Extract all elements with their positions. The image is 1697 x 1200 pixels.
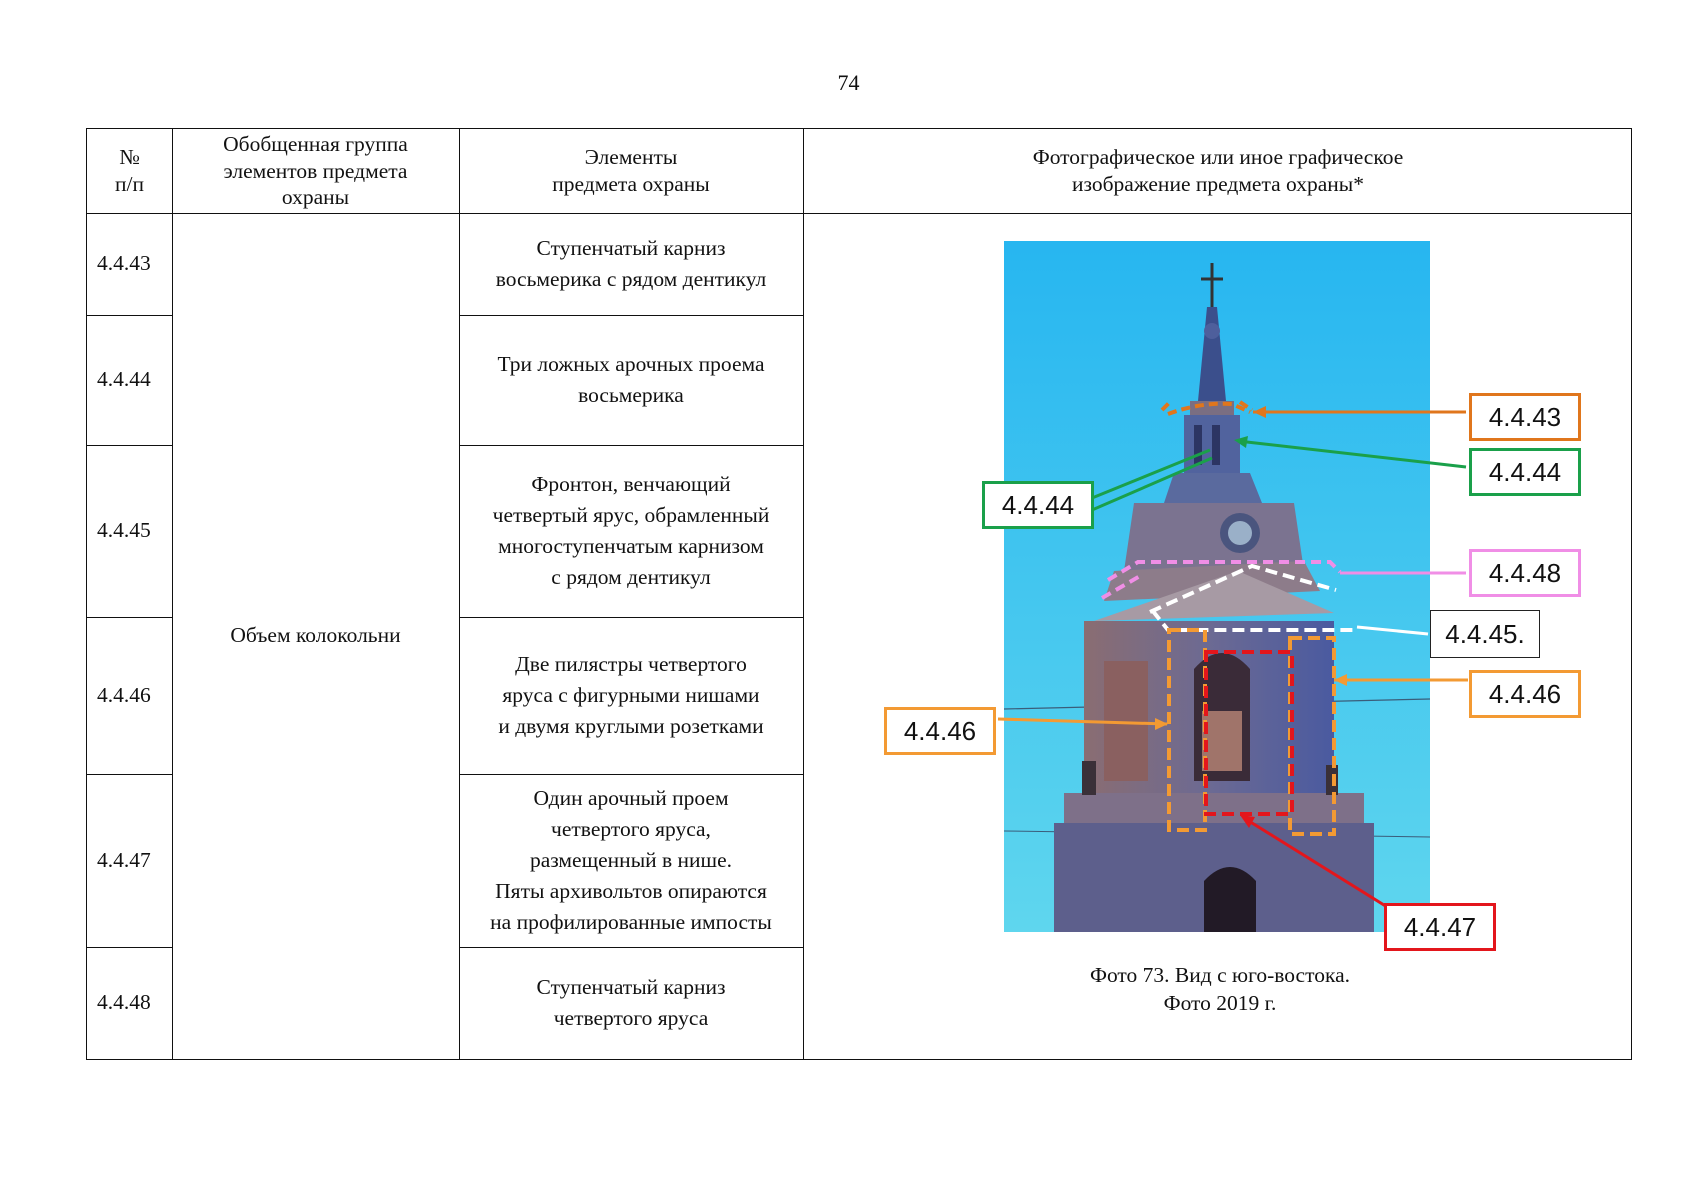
callout-4.4.44-left: 4.4.44 xyxy=(982,481,1094,529)
element-description: Две пилястры четвертого яруса с фигурными нишами и двумя круглыми розетками xyxy=(498,651,764,739)
header-elements: Элементы предмета охраны xyxy=(552,145,710,196)
row-number: 4.4.46 xyxy=(97,682,151,707)
page-number: 74 xyxy=(837,70,860,95)
callout-4.4.46-right: 4.4.46 xyxy=(1469,670,1581,718)
callout-4.4.45: 4.4.45. xyxy=(1430,610,1540,658)
col-divider xyxy=(803,129,804,1059)
element-description: Один арочный проем четвертого яруса, размещенный в нише. Пяты архивольтов опираются на профилированные импосты xyxy=(490,785,772,935)
bell-tower-photo xyxy=(1004,241,1430,932)
row-number: 4.4.43 xyxy=(97,251,151,276)
element-description: Три ложных арочных проема восьмерика xyxy=(497,351,765,407)
callout-4.4.47: 4.4.47 xyxy=(1384,903,1496,951)
row-number: 4.4.44 xyxy=(97,367,151,392)
row-number: 4.4.48 xyxy=(97,990,151,1015)
callout-4.4.44-right: 4.4.44 xyxy=(1469,448,1581,496)
photo-caption: Фото 73. Вид с юго-востока. Фото 2019 г. xyxy=(1089,963,1350,1015)
row-number: 4.4.45 xyxy=(97,518,151,543)
callout-4.4.48: 4.4.48 xyxy=(1469,549,1581,597)
callout-4.4.46-left: 4.4.46 xyxy=(884,707,996,755)
element-description: Ступенчатый карниз четвертого яруса xyxy=(536,974,726,1030)
header-num: № п/п xyxy=(115,145,144,196)
row-number: 4.4.47 xyxy=(97,847,151,872)
callout-4.4.43: 4.4.43 xyxy=(1469,393,1581,441)
element-description: Ступенчатый карниз восьмерика с рядом дентикул xyxy=(495,235,767,291)
header-photo: Фотографическое или иное графическое изображение предмета охраны* xyxy=(1032,145,1404,196)
element-description: Фронтон, венчающий четвертый ярус, обрамленный многоступенчатым карнизом с рядом дентикул xyxy=(492,471,770,590)
header-group: Обобщенная группа элементов предмета охраны xyxy=(223,131,408,210)
group-label: Объем колокольни xyxy=(230,623,401,648)
